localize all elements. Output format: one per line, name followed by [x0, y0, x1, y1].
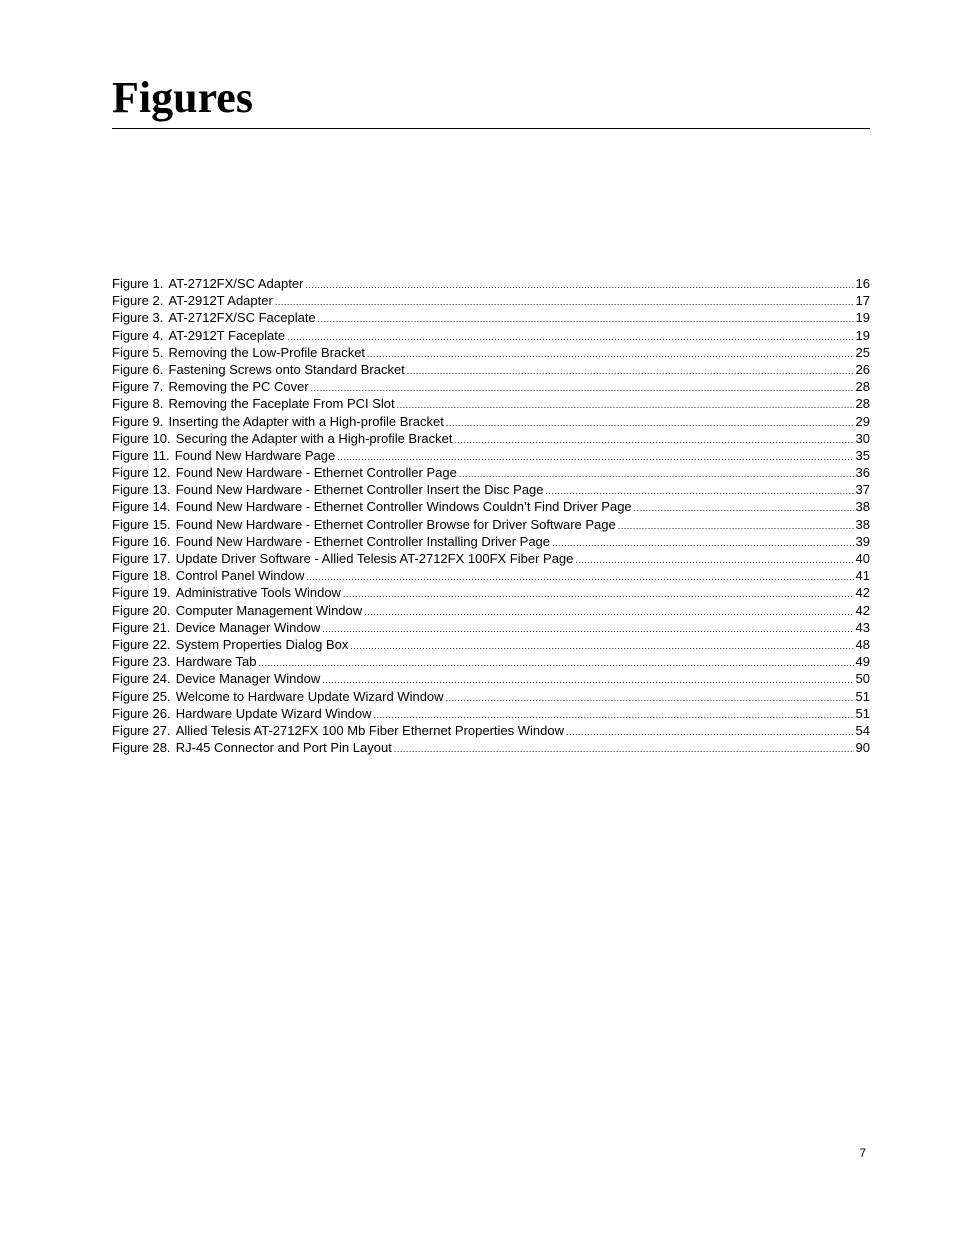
figure-page-number: 26 [855, 361, 870, 377]
dot-leader [258, 655, 853, 672]
figure-title: RJ-45 Connector and Port Pin Layout [175, 740, 392, 756]
figure-label: Figure 18. [112, 568, 171, 584]
toc-entry[interactable] [112, 413, 870, 430]
toc-entry[interactable] [112, 584, 870, 601]
figure-title: Hardware Tab [175, 654, 257, 670]
figure-title: Control Panel Window [175, 568, 305, 584]
figure-label: Figure 10. [112, 430, 171, 446]
figure-title: System Properties Dialog Box [175, 636, 349, 652]
figure-label: Figure 7. [112, 379, 164, 395]
figure-page-number: 54 [855, 722, 870, 738]
figure-page-number: 90 [855, 740, 870, 756]
toc-entry[interactable] [112, 327, 870, 344]
figure-label: Figure 5. [112, 344, 164, 360]
toc-entry[interactable] [112, 447, 870, 464]
figure-label: Figure 8. [112, 396, 164, 412]
figure-label: Figure 19. [112, 585, 171, 601]
toc-entry[interactable] [112, 653, 870, 670]
figure-title: Welcome to Hardware Update Wizard Window [175, 688, 444, 704]
figure-page-number: 48 [855, 636, 870, 652]
figure-title: AT-2912T Faceplate [168, 327, 286, 343]
figure-page-number: 38 [855, 516, 870, 532]
dot-leader [275, 294, 854, 311]
dot-leader [446, 690, 854, 707]
figure-label: Figure 4. [112, 327, 164, 343]
dot-leader [318, 311, 854, 328]
dot-leader [552, 535, 854, 552]
page-heading: Figures [112, 70, 870, 129]
figure-label: Figure 3. [112, 310, 164, 326]
figure-label: Figure 11. [112, 447, 170, 463]
figure-label: Figure 17. [112, 551, 171, 566]
dot-leader [446, 415, 854, 432]
dot-leader [566, 724, 854, 741]
toc-entry[interactable] [112, 378, 870, 395]
toc-entry[interactable] [112, 619, 870, 636]
figure-label: Figure 14. [112, 499, 171, 515]
figure-label: Figure 22. [112, 636, 171, 652]
figure-label: Figure 15. [112, 516, 171, 532]
toc-entry[interactable] [112, 567, 870, 584]
toc-entry[interactable] [112, 309, 870, 326]
figure-label: Figure 26. [112, 705, 171, 721]
toc-entry[interactable] [112, 481, 870, 498]
figure-page-number: 51 [855, 688, 870, 704]
figure-title: Device Manager Window [175, 619, 321, 635]
figure-label: Figure 1. [112, 276, 164, 291]
figure-page-number: 42 [855, 602, 870, 618]
figure-label: Figure 9. [112, 413, 164, 429]
figure-label: Figure 21. [112, 619, 171, 635]
dot-leader [575, 552, 853, 569]
figure-page-number: 36 [855, 465, 870, 481]
figure-title: Allied Telesis AT-2712FX 100 Mb Fiber Ethernet Properties Window [175, 722, 564, 738]
figure-label: Figure 28. [112, 740, 171, 756]
figure-page-number: 19 [855, 327, 870, 343]
toc-entry[interactable] [112, 361, 870, 378]
figure-page-number: 37 [855, 482, 870, 498]
toc-entry[interactable] [112, 636, 870, 653]
dot-leader [618, 518, 854, 535]
figure-title: Removing the PC Cover [168, 379, 309, 395]
figure-title: AT-2712FX/SC Faceplate [168, 310, 316, 326]
dot-leader [455, 432, 854, 449]
dot-leader [394, 741, 854, 758]
figure-title: Found New Hardware - Ethernet Controller Browse for Driver Software Page [175, 516, 616, 532]
figure-label: Figure 27. [112, 722, 171, 738]
figure-page-number: 25 [855, 344, 870, 360]
dot-leader [407, 363, 854, 380]
list-of-figures [112, 275, 870, 756]
dot-leader [287, 329, 853, 346]
figure-page-number: 35 [855, 447, 870, 463]
figure-page-number: 38 [855, 499, 870, 515]
dot-leader [364, 604, 853, 621]
figure-page-number: 39 [855, 533, 870, 549]
figure-title: Securing the Adapter with a High-profile Bracket [175, 430, 453, 446]
figure-label: Figure 25. [112, 688, 171, 704]
figure-page-number: 28 [855, 396, 870, 412]
figure-page-number: 30 [855, 430, 870, 446]
figure-title: Removing the Low-Profile Bracket [168, 344, 366, 360]
figure-title: Removing the Faceplate From PCI Slot [168, 396, 395, 412]
figure-title: Device Manager Window [175, 671, 321, 687]
figure-page-number: 51 [855, 705, 870, 721]
figure-label: Figure 6. [112, 361, 164, 377]
dot-leader [322, 621, 853, 638]
toc-entry[interactable] [112, 550, 870, 567]
figure-page-number: 43 [855, 619, 870, 635]
toc-entry[interactable] [112, 670, 870, 687]
figure-title: Fastening Screws onto Standard Bracket [168, 361, 405, 377]
figure-title: Inserting the Adapter with a High-profile Bracket [168, 413, 444, 429]
figure-page-number: 17 [855, 293, 870, 309]
figure-page-number: 49 [855, 654, 870, 670]
figure-title: Administrative Tools Window [175, 585, 341, 601]
figure-title: Hardware Update Wizard Window [175, 705, 372, 721]
toc-entry[interactable] [112, 275, 870, 292]
dot-leader [306, 569, 853, 586]
toc-entry[interactable] [112, 292, 870, 309]
toc-entry[interactable] [112, 464, 870, 481]
dot-leader [350, 638, 853, 655]
toc-entry[interactable] [112, 705, 870, 722]
figure-title: Found New Hardware Page [174, 447, 336, 463]
figure-title: AT-2712FX/SC Adapter [168, 276, 304, 291]
toc-entry[interactable] [112, 533, 870, 550]
figure-title: Computer Management Window [175, 602, 363, 618]
figure-label: Figure 20. [112, 602, 171, 618]
toc-entry[interactable] [112, 722, 870, 739]
figure-title: Found New Hardware - Ethernet Controller Insert the Disc Page [175, 482, 544, 498]
dot-leader [367, 346, 854, 363]
figure-label: Figure 13. [112, 482, 171, 498]
figure-label: Figure 16. [112, 533, 171, 549]
toc-entry[interactable] [112, 395, 870, 412]
figure-page-number: 29 [855, 413, 870, 429]
figure-page-number: 42 [855, 585, 870, 601]
figure-page-number: 16 [855, 276, 870, 291]
dot-leader [343, 586, 854, 603]
figure-title: Update Driver Software - Allied Telesis AT-2712FX 100FX Fiber Page [175, 551, 574, 566]
figure-title: Found New Hardware - Ethernet Controller Installing Driver Page [175, 533, 551, 549]
figure-label: Figure 12. [112, 465, 171, 481]
dot-leader [397, 397, 854, 414]
toc-entry[interactable] [112, 516, 870, 533]
dot-leader [634, 500, 854, 517]
toc-entry[interactable] [112, 602, 870, 619]
figure-page-number: 41 [855, 568, 870, 584]
toc-entry[interactable] [112, 344, 870, 361]
toc-entry[interactable] [112, 430, 870, 447]
figure-label: Figure 2. [112, 293, 164, 309]
figure-page-number: 19 [855, 310, 870, 326]
figure-page-number: 50 [855, 671, 870, 687]
figure-label: Figure 23. [112, 654, 171, 670]
figure-label: Figure 24. [112, 671, 171, 687]
toc-entry[interactable] [112, 688, 870, 705]
figure-title: Found New Hardware - Ethernet Controller Page [175, 465, 457, 481]
figure-title: Found New Hardware - Ethernet Controller Windows Couldn’t Find Driver Page [175, 499, 632, 515]
toc-entry[interactable] [112, 739, 870, 756]
dot-leader [305, 277, 853, 294]
page-number: 7 [859, 1146, 866, 1160]
toc-entry[interactable] [112, 498, 870, 515]
figure-page-number: 40 [855, 551, 870, 566]
figure-page-number: 28 [855, 379, 870, 395]
figure-title: AT-2912T Adapter [168, 293, 273, 309]
